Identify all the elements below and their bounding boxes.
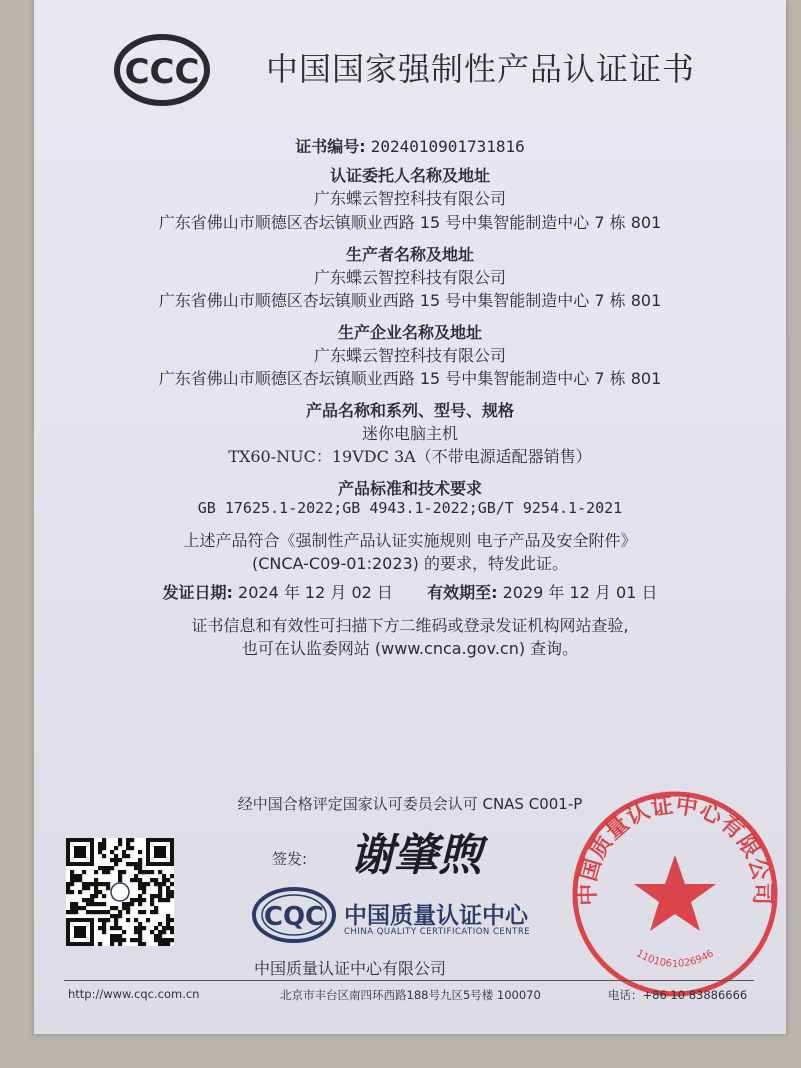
product-name: 迷你电脑主机 — [361, 424, 458, 443]
factory-name: 广东蝶云智控科技有限公司 — [313, 346, 506, 365]
expiry-date-value: 2029 年 12 月 01 日 — [502, 583, 658, 602]
client-address: 广东省佛山市顺德区杏坛镇顺业西路 15 号中集智能制造中心 7 栋 801 — [158, 213, 662, 232]
product-label: 产品名称和系列、型号、规格 — [305, 401, 514, 420]
producer-name: 广东蝶云智控科技有限公司 — [313, 268, 506, 287]
issuer-company: 中国质量认证中心有限公司 — [254, 959, 447, 978]
client-name: 广东蝶云智控科技有限公司 — [313, 189, 506, 208]
issuer-name-en: CHINA QUALITY CERTIFICATION CENTRE — [344, 927, 531, 937]
factory-address: 广东省佛山市顺德区杏坛镇顺业西路 15 号中集智能制造中心 7 栋 801 — [158, 369, 662, 388]
issue-date-label: 发证日期: — [162, 583, 233, 602]
verify-line-1: 证书信息和有效性可扫描下方二维码或登录发证机构网站查验, — [191, 616, 629, 635]
footer-phone: 电话：+86 10 83886666 — [608, 988, 748, 1002]
ccc-logo-icon — [114, 34, 210, 106]
cqc-logo-text: CQC — [263, 902, 325, 932]
dates-line — [34, 580, 786, 603]
seal-star-icon — [634, 855, 716, 931]
issue-date-value: 2024 年 12 月 02 日 — [238, 583, 393, 602]
signature-name: 谢肇煦 — [350, 830, 482, 881]
seal-text: 中国质量认证中心有限公司 — [575, 793, 775, 906]
footer-divider — [64, 980, 754, 981]
accreditation-line: 经中国合格评定国家认可委员会认可 CNAS C001-P — [237, 795, 583, 813]
seal-code: 1101061026946 — [634, 948, 716, 970]
official-seal-stamp — [564, 783, 786, 1005]
footer-website[interactable]: http://www.cqc.com.cn — [68, 987, 200, 1001]
product-model: TX60-NUC：19VDC 3A（不带电源适配器销售） — [228, 447, 592, 466]
certificate-paper — [34, 0, 786, 1034]
conformity-line-2: (CNCA-C09-01:2023) 的要求，特发此证。 — [251, 554, 569, 573]
factory-label: 生产企业名称及地址 — [337, 323, 482, 342]
issuer-name-cn: 中国质量认证中心 — [344, 903, 528, 929]
footer-address: 北京市丰台区南四环西路188号九区5号楼 100070 — [280, 988, 541, 1002]
expiry-date-label: 有效期至: — [427, 583, 498, 602]
cert-number-value: 2024010901731816 — [370, 137, 525, 156]
ccc-logo-text: CCC — [124, 52, 200, 92]
svg-text:1101061026946 — [634, 948, 716, 969]
cert-number-label: 证书编号: — [295, 137, 366, 156]
conformity-line-1: 上述产品符合《强制性产品认证实施规则 电子产品及安全附件》 — [183, 531, 637, 550]
signature-image — [344, 820, 504, 882]
producer-address: 广东省佛山市顺德区杏坛镇顺业西路 15 号中集智能制造中心 7 栋 801 — [158, 291, 662, 310]
cert-number-line — [34, 134, 786, 157]
verify-line-2: 也可在认监委网站 (www.cnca.gov.cn) 查询。 — [241, 639, 579, 658]
certificate-title: 中国国家强制性产品认证证书 — [266, 50, 696, 88]
verification-qr-code[interactable] — [66, 838, 174, 946]
standard-value: GB 17625.1-2022;GB 4943.1-2022;GB/T 9254.1-2021 — [197, 499, 623, 517]
cqc-logo-icon — [249, 884, 339, 946]
standard-label: 产品标准和技术要求 — [337, 479, 482, 498]
signature-label: 签发: — [272, 850, 308, 868]
client-label: 认证委托人名称及地址 — [329, 166, 490, 185]
producer-label: 生产者名称及地址 — [345, 245, 474, 264]
